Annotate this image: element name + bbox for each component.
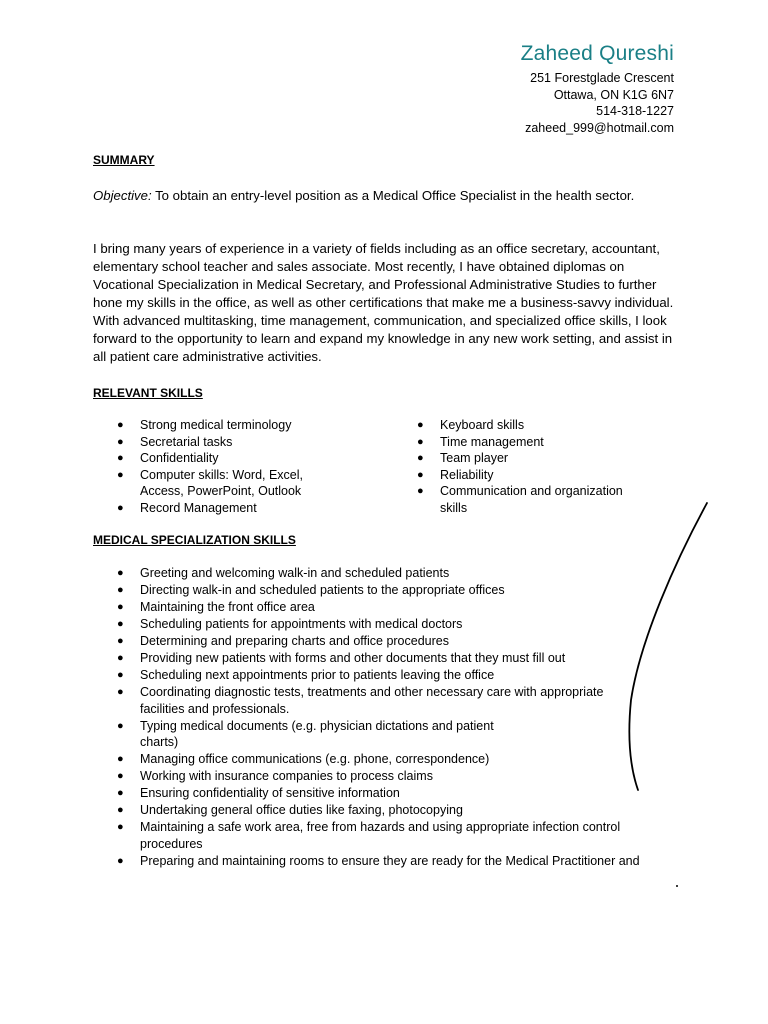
medical-skills-heading: MEDICAL SPECIALIZATION SKILLS xyxy=(93,533,296,547)
bullet-icon: ● xyxy=(117,419,124,431)
list-item: ● Time management xyxy=(417,434,544,449)
email-address: zaheed_999@hotmail.com xyxy=(525,120,674,135)
phone-number: 514-318-1227 xyxy=(596,104,674,118)
list-item: ● Keyboard skills xyxy=(417,418,525,432)
bullet-icon: ● xyxy=(417,485,424,498)
bullet-icon: ● xyxy=(117,753,124,765)
list-item: ● Coordinating diagnostic tests, treatments and other necessary care with appropriate facilities and professionals. xyxy=(117,685,604,716)
bullet-icon: ● xyxy=(417,452,424,465)
list-item: ● Determining and preparing charts and office procedures xyxy=(117,634,449,648)
bullet-icon: ● xyxy=(117,669,124,681)
list-item: ● Typing medical documents (e.g. physician dictations and patient charts) xyxy=(117,718,494,749)
list-item: ● Team player xyxy=(417,451,509,466)
list-item: ● Managing office communications (e.g. phone, correspondence) xyxy=(117,752,490,766)
address-line-2: Ottawa, ON K1G 6N7 xyxy=(553,87,674,102)
bullet-icon: ● xyxy=(117,804,124,816)
list-item: ● Reliability xyxy=(417,467,494,482)
bullet-icon: ● xyxy=(117,821,124,833)
bullet-icon: ● xyxy=(117,719,124,732)
list-item: ● Scheduling patients for appointments with medical doctors xyxy=(117,617,463,631)
bullet-icon: ● xyxy=(117,770,124,782)
list-item: ● Scheduling next appointments prior to patients leaving the office xyxy=(117,668,495,682)
bullet-icon: ● xyxy=(117,468,124,481)
objective-label: Objective: xyxy=(93,188,152,203)
bullet-icon: ● xyxy=(117,567,124,579)
list-item: ● Providing new patients with forms and other documents that they must fill out xyxy=(117,651,566,665)
list-item: ● Communication and organization skills xyxy=(417,484,623,515)
address-line-1: 251 Forestglade Crescent xyxy=(530,71,674,85)
list-item: ● Ensuring confidentiality of sensitive information xyxy=(117,786,400,800)
bullet-icon: ● xyxy=(417,468,424,481)
bullet-icon: ● xyxy=(117,635,124,647)
list-item: ● Undertaking general office duties like faxing, photocopying xyxy=(117,803,463,817)
bullet-icon: ● xyxy=(117,452,124,465)
bullet-icon: ● xyxy=(117,601,124,613)
bullet-icon: ● xyxy=(117,652,124,664)
bullet-icon: ● xyxy=(117,501,124,514)
bullet-icon: ● xyxy=(117,787,124,799)
relevant-skills-heading: RELEVANT SKILLS xyxy=(93,386,203,400)
list-item: ● Computer skills: Word, Excel, Access, PowerPoint, Outlook xyxy=(117,467,304,499)
list-item: ● Maintaining a safe work area, free from hazards and using appropriate infection control procedures xyxy=(117,820,621,851)
summary-paragraph: I bring many years of experience in a variety of fields including as an office secretary, accountant, elementary school teacher and sales associate. Most recently, I have obtained diplomas on Vocational Specialization in Medical Secretary, and Professional Administrative Studies to further hone my skills in the office, as well as other certifications that make me a business-savvy individual. With advanced multitasking, time management, communication, and specialized office skills, I look forward to the opportunity to learn and expand my knowledge in any new work setting, and assist in all patient care administrative activities. xyxy=(93,241,674,364)
summary-heading: SUMMARY xyxy=(93,153,155,167)
bullet-icon: ● xyxy=(117,618,124,630)
list-item: ● Preparing and maintaining rooms to ensure they are ready for the Medical Practitioner and xyxy=(117,853,640,868)
bullet-icon: ● xyxy=(117,854,124,867)
list-item: ● Directing walk-in and scheduled patients to the appropriate offices xyxy=(117,583,505,597)
list-item: ● Maintaining the front office area xyxy=(117,600,315,614)
list-item: ● Confidentiality xyxy=(117,451,219,466)
bullet-icon: ● xyxy=(417,419,424,431)
bullet-icon: ● xyxy=(117,686,124,698)
list-item: ● Working with insurance companies to process claims xyxy=(117,769,433,783)
list-item: ● Greeting and welcoming walk-in and scheduled patients xyxy=(117,566,450,580)
stray-dot xyxy=(676,885,678,887)
applicant-name: Zaheed Qureshi xyxy=(520,42,674,65)
list-item: ● Strong medical terminology xyxy=(117,418,292,432)
objective-text: To obtain an entry-level position as a Medical Office Specialist in the health sector. xyxy=(151,188,635,203)
bullet-icon: ● xyxy=(117,584,124,596)
bullet-icon: ● xyxy=(117,435,124,448)
list-item: ● Secretarial tasks xyxy=(117,434,233,449)
list-item: ● Record Management xyxy=(117,500,257,515)
bullet-icon: ● xyxy=(417,435,424,448)
